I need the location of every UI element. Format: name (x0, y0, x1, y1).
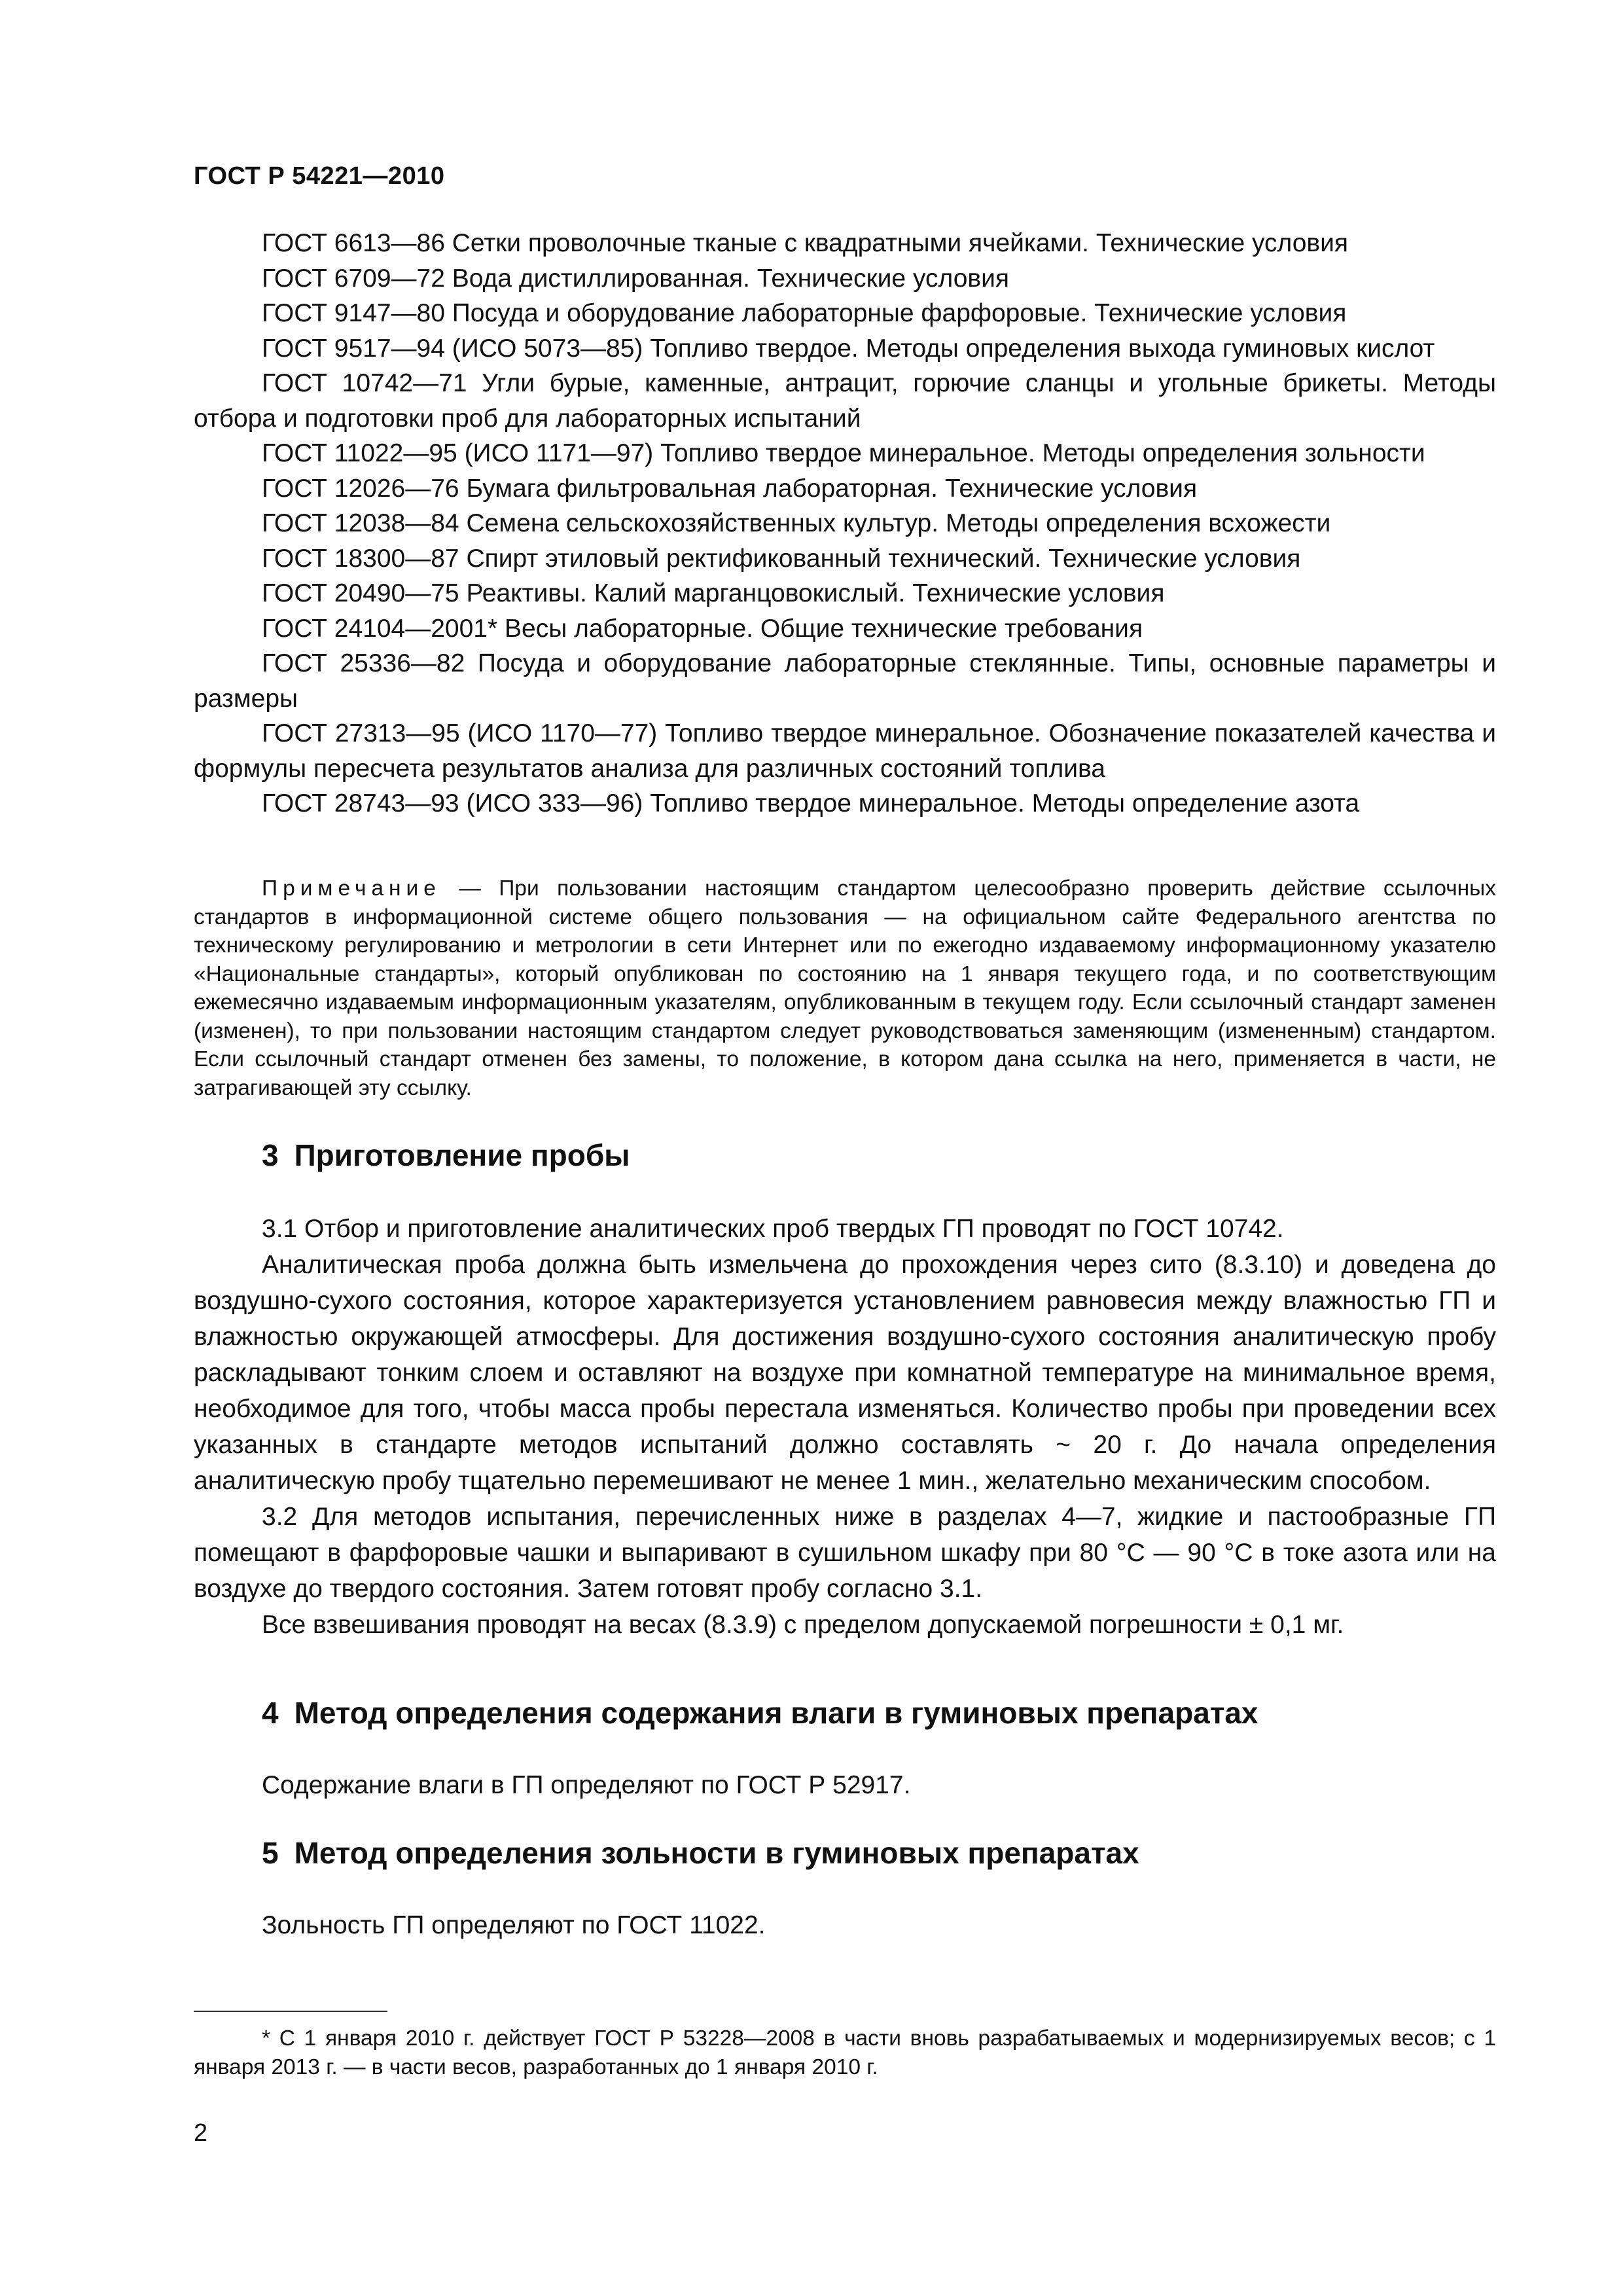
note-label: Примечание (262, 876, 441, 901)
reference-item: ГОСТ 28743—93 (ИСО 333—96) Топливо твердое минеральное. Методы определение азота (262, 789, 1360, 817)
note-paragraph (194, 874, 1496, 1102)
reference-item: ГОСТ 12026—76 Бумага фильтровальная лабораторная. Технические условия (262, 474, 1198, 503)
section-title-text: Метод определения зольности в гуминовых препаратах (294, 1836, 1139, 1870)
page-number: 2 (194, 2119, 208, 2147)
section-3-heading (262, 1138, 630, 1173)
body-paragraph: Зольность ГП определяют по ГОСТ 11022. (262, 1911, 766, 1939)
reference-item: ГОСТ 11022—95 (ИСО 1171—97) Топливо твердое минеральное. Методы определения зольности (262, 439, 1425, 467)
section-5-body (194, 1907, 1496, 1943)
reference-item: ГОСТ 20490—75 Реактивы. Калий марганцовокислый. Технические условия (262, 579, 1165, 607)
body-paragraph: Аналитическая проба должна быть измельчена до прохождения через сито (8.3.10) и доведена до воздушно-сухого состояния, которое характеризуется установлением равновесия между влажностью ГП и влажностью окружающей атмосферы. Для достижения воздушно-сухого состояния аналитическую пробу раскладывают тонким слоем и оставляют на воздухе при комнатной температуре на минимальное время, необходимое для того, чтобы масса пробы перестала изменяться. Количество пробы при проведении всех указанных в стандарте методов испытаний должно составлять ~ 20 г. До начала определения аналитическую пробу тщательно перемешивают не менее 1 мин., желательно механическим способом. (194, 1251, 1496, 1495)
reference-item: ГОСТ 6709—72 Вода дистиллированная. Технические условия (262, 264, 1010, 293)
reference-item: ГОСТ 6613—86 Сетки проволочные тканые с квадратными ячейками. Технические условия (262, 229, 1349, 257)
body-paragraph: Содержание влаги в ГП определяют по ГОСТ Р 52917. (262, 1771, 911, 1799)
reference-item: ГОСТ 9147—80 Посуда и оборудование лабораторные фарфоровые. Технические условия (262, 299, 1347, 327)
section-3-body (194, 1211, 1496, 1643)
section-4-body (194, 1767, 1496, 1803)
reference-item: ГОСТ 24104—2001* Весы лабораторные. Общие технические требования (262, 614, 1143, 643)
reference-item: ГОСТ 18300—87 Спирт этиловый ректификованный технический. Технические условия (262, 544, 1301, 573)
normative-references-list (194, 226, 1496, 821)
section-5-heading (262, 1835, 1139, 1871)
document-header: ГОСТ Р 54221—2010 (194, 162, 445, 190)
reference-item: ГОСТ 25336—82 Посуда и оборудование лабораторные стеклянные. Типы, основные параметры и размеры (194, 649, 1496, 713)
section-4-heading (262, 1695, 1258, 1731)
note-text: — При пользовании настоящим стандартом целесообразно проверить действие ссылочных стандартов в информационной системе общего пользования — на официальном сайте Федерального агентства по техническому регулированию и метрологии в сети Интернет или по ежегодно издаваемому информационному указателю «Национальные стандарты», который опубликован по состоянию на 1 января текущего года, и по соответствующим ежемесячно издаваемым информационным указателям, опубликованным в текущем году. Если ссылочный стандарт заменен (изменен), то при пользовании настоящим стандартом следует руководствоваться заменяющим (измененным) стандартом. Если ссылочный стандарт отменен без замены, то положение, в котором дана ссылка на него, применяется в части, не затрагивающей эту ссылку. (194, 876, 1496, 1100)
section-title-text: Метод определения содержания влаги в гуминовых препаратах (294, 1696, 1258, 1730)
body-paragraph: 3.1 Отбор и приготовление аналитических проб твердых ГП проводят по ГОСТ 10742. (262, 1215, 1284, 1243)
section-title-text: Приготовление пробы (294, 1138, 630, 1172)
reference-item: ГОСТ 12038—84 Семена сельскохозяйственных культур. Методы определения всхожести (262, 509, 1331, 537)
footnote-separator (194, 2011, 387, 2012)
body-paragraph: 3.2 Для методов испытания, перечисленных ниже в разделах 4—7, жидкие и пастообразные ГП помещают в фарфоровые чашки и выпаривают в сушильном шкафу при 80 °С — 90 °С в токе азота или на воздухе до твердого состояния. Затем готовят пробу согласно 3.1. (194, 1503, 1496, 1603)
section-number: 5 (262, 1836, 279, 1870)
reference-item: ГОСТ 27313—95 (ИСО 1170—77) Топливо твердое минеральное. Обозначение показателей качества и формулы пересчета результатов анализа для различных состояний топлива (194, 719, 1496, 783)
body-paragraph: Все взвешивания проводят на весах (8.3.9) с пределом допускаемой погрешности ± 0,1 мг. (262, 1611, 1344, 1639)
section-number: 4 (262, 1696, 279, 1730)
reference-item: ГОСТ 9517—94 (ИСО 5073—85) Топливо твердое. Методы определения выхода гуминовых кислот (262, 334, 1435, 363)
section-number: 3 (262, 1138, 279, 1172)
reference-item: ГОСТ 10742—71 Угли бурые, каменные, антрацит, горючие сланцы и угольные брикеты. Методы отбора и подготовки проб для лабораторных испытаний (194, 369, 1496, 433)
footnote: * С 1 января 2010 г. действует ГОСТ Р 53228—2008 в части вновь разрабатываемых и модернизируемых весов; с 1 января 2013 г. — в части весов, разработанных до 1 января 2010 г. (194, 2026, 1496, 2079)
